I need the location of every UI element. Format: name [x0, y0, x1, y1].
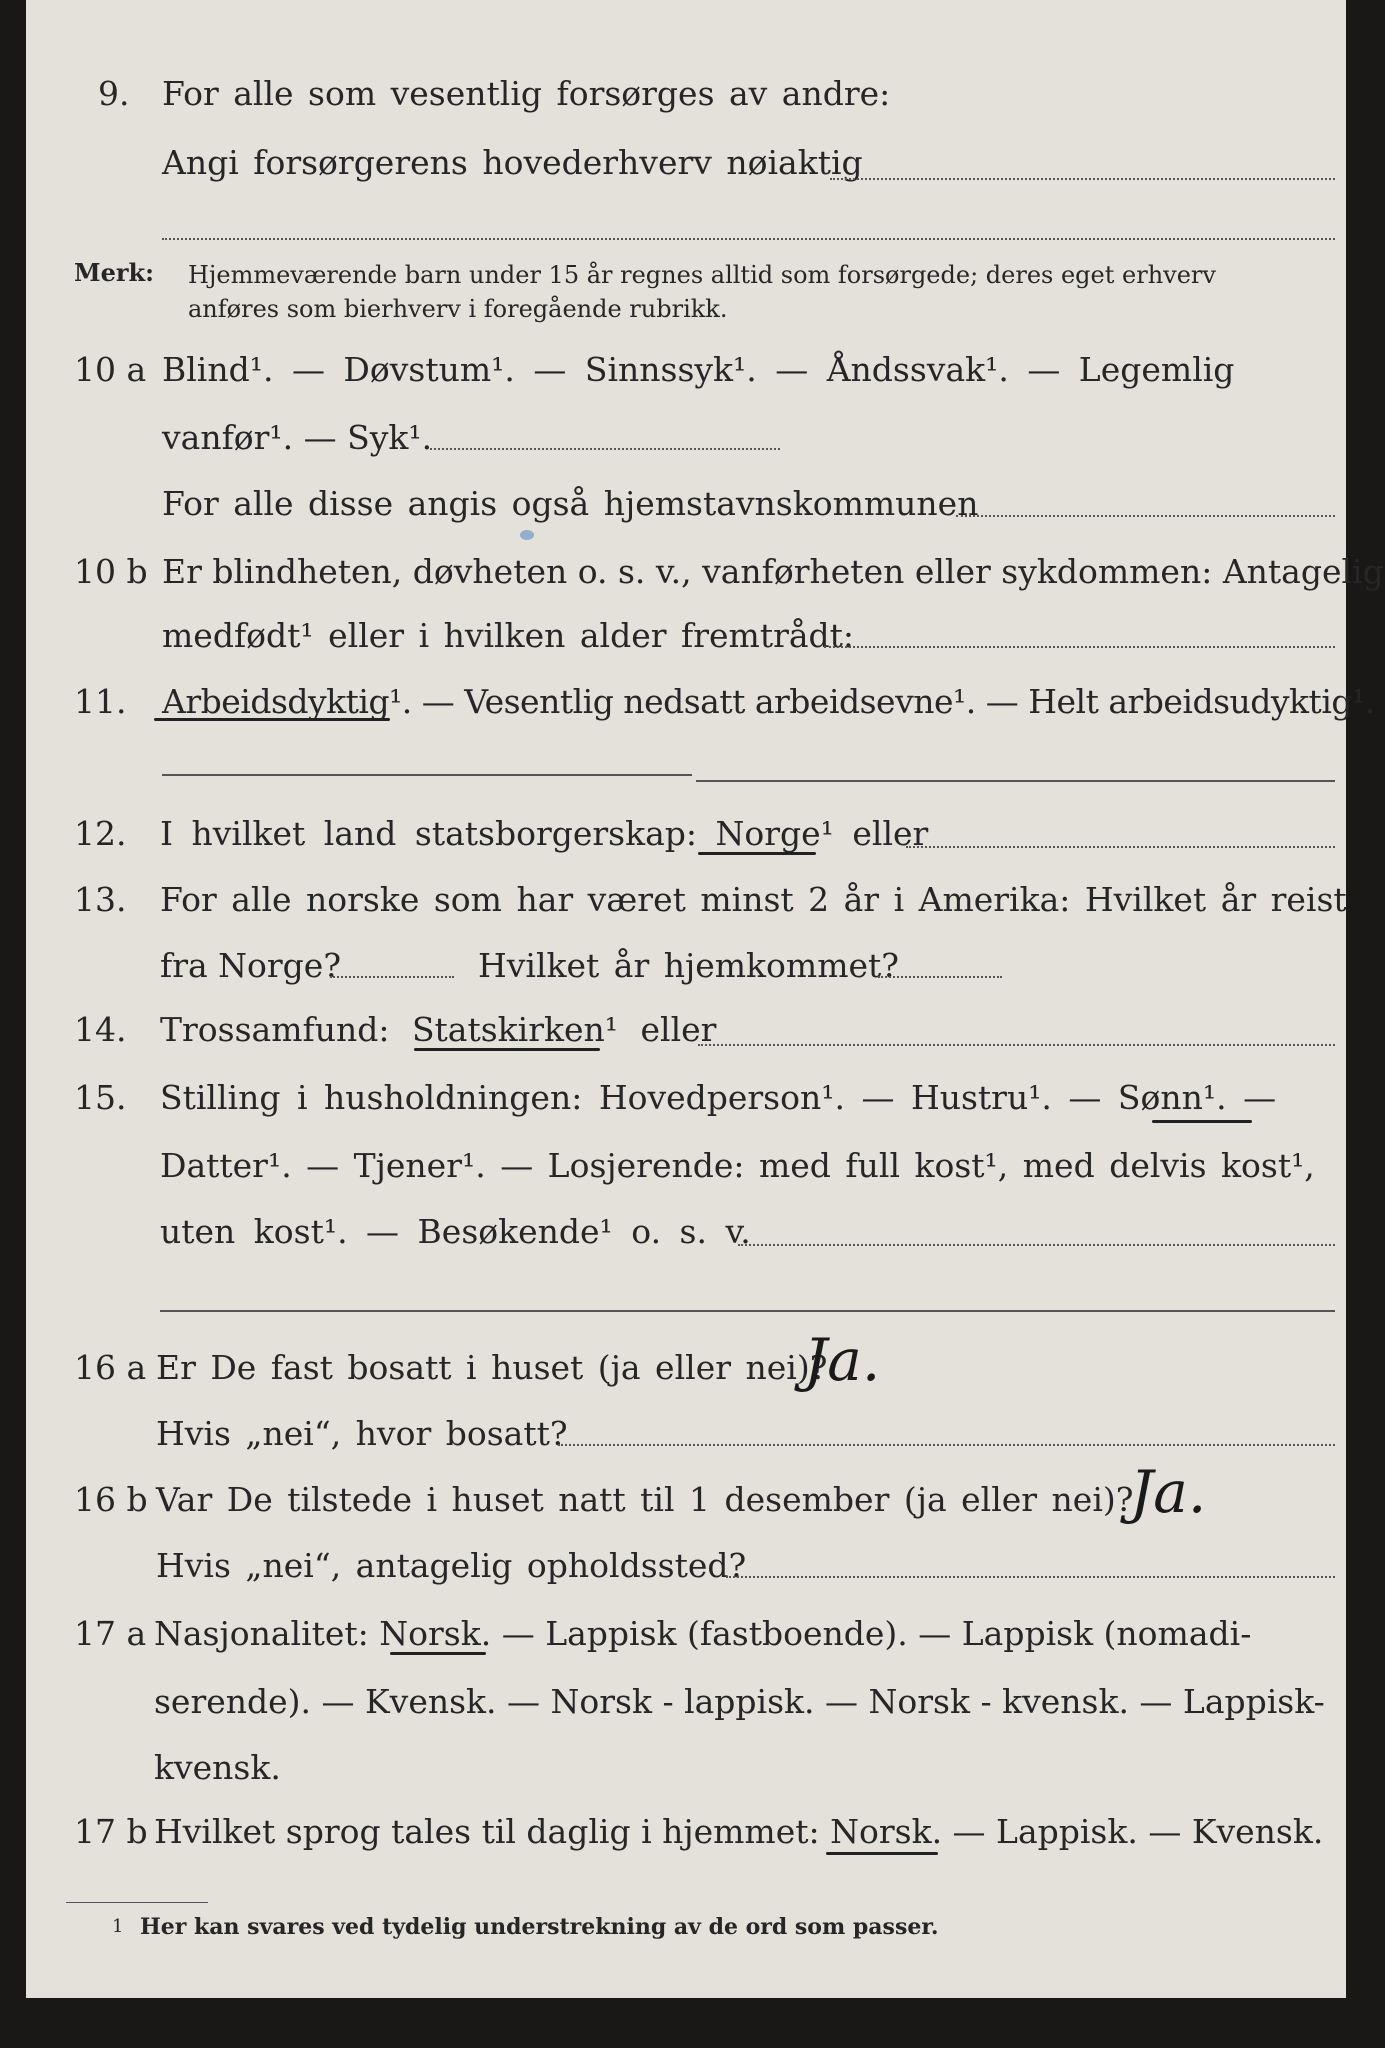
q16a-bosatt-field[interactable] — [558, 1444, 1335, 1446]
q10a-number: 10 a — [74, 350, 147, 389]
q10a-hjemstavn-field[interactable] — [956, 515, 1335, 517]
q13-hjemkommet-field[interactable] — [878, 976, 1002, 978]
footnote-rule — [66, 1902, 208, 1903]
q11-number: 11. — [74, 682, 127, 721]
q10b-answer-field[interactable] — [824, 646, 1335, 648]
q17b-underline-norsk — [826, 1852, 938, 1855]
q16a-line1: Er De fast bosatt i huset (ja eller nei)? — [156, 1348, 828, 1387]
q9-line2: Angi forsørgerens hovederhverv nøiaktig — [162, 143, 863, 182]
q11-answer-rule-2[interactable] — [696, 780, 1335, 782]
q13-line2a: fra Norge? — [160, 946, 342, 985]
footnote-mark: 1 — [112, 1916, 124, 1937]
q9-answer-field[interactable] — [830, 178, 1335, 180]
q17a-line3: kvensk. — [154, 1748, 281, 1787]
q17b-number: 17 b — [74, 1812, 148, 1851]
q10b-number: 10 b — [74, 552, 148, 591]
q16b-line2: Hvis „nei“, antagelig opholdssted? — [156, 1546, 747, 1585]
q17a-line2: serende). — Kvensk. — Norsk - lappisk. — Norsk - kvensk. — Lappisk- — [154, 1682, 1325, 1721]
census-form-page — [26, 0, 1384, 1998]
q17a-line1: Nasjonalitet: Norsk. — Lappisk (fastboende). — Lappisk (nomadi- — [154, 1614, 1252, 1653]
q15-line3: uten kost¹. — Besøkende¹ o. s. v. — [160, 1212, 751, 1251]
q14-answer-field[interactable] — [698, 1044, 1335, 1046]
q12-line1: I hvilket land statsborgerskap: Norge¹ eller — [160, 814, 929, 853]
q9-line1: For alle som vesentlig forsørges av andre: — [162, 74, 891, 113]
q17a-underline-norsk — [390, 1652, 486, 1655]
q16a-handwritten-answer[interactable]: Ja. — [804, 1326, 881, 1394]
q10a-syk-field[interactable] — [430, 448, 780, 450]
q12-underline-norge — [698, 852, 816, 855]
q12-number: 12. — [74, 814, 127, 853]
q10a-line1: Blind¹. — Døvstum¹. — Sinnssyk¹. — Åndssvak¹. — Legemlig — [162, 350, 1235, 389]
q15-line1: Stilling i husholdningen: Hovedperson¹. — Hustru¹. — Sønn¹. — — [160, 1078, 1277, 1117]
q16b-line1: Var De tilstede i huset natt til 1 desember (ja eller nei)? — [156, 1480, 1134, 1519]
q13-number: 13. — [74, 880, 127, 919]
ink-blot — [520, 530, 534, 540]
q13-reist-field[interactable] — [330, 976, 454, 978]
q16b-handwritten-answer[interactable]: Ja. — [1130, 1458, 1207, 1526]
q13-line2b: Hvilket år hjemkommet? — [478, 946, 899, 985]
footnote-text: Her kan svares ved tydelig understrekning av de ord som passer. — [140, 1914, 939, 1940]
q14-line1: Trossamfund: Statskirken¹ eller — [160, 1010, 717, 1049]
q11-answer-rule-1[interactable] — [162, 774, 692, 776]
merk-label: Merk: — [74, 258, 154, 287]
q15-answer-rule[interactable] — [160, 1310, 1335, 1312]
q11-underline-arbeidsdyktig — [154, 718, 390, 721]
q16b-opholdssted-field[interactable] — [726, 1576, 1335, 1578]
q14-number: 14. — [74, 1010, 127, 1049]
q14-underline-statskirken — [414, 1048, 600, 1051]
q13-line1: For alle norske som har været minst 2 år i Amerika: Hvilket år reist — [160, 880, 1347, 919]
q11-line1: Arbeidsdyktig¹. — Vesentlig nedsatt arbeidsevne¹. — Helt arbeidsudyktig¹. — [162, 682, 1375, 721]
q15-underline-sonn — [1152, 1120, 1252, 1123]
q16b-number: 16 b — [74, 1480, 148, 1519]
q10b-line1: Er blindheten, døvheten o. s. v., vanførheten eller sykdommen: Antagelig — [162, 552, 1384, 591]
q10a-line3: For alle disse angis også hjemstavnskommunen — [162, 484, 979, 523]
q9-number: 9. — [98, 74, 130, 113]
q10a-line2: vanfør¹. — Syk¹. — [162, 418, 433, 457]
q17b-line1: Hvilket sprog tales til daglig i hjemmet: Norsk. — Lappisk. — Kvensk. — [154, 1812, 1324, 1851]
q15-line2: Datter¹. — Tjener¹. — Losjerende: med full kost¹, med delvis kost¹, — [160, 1146, 1315, 1185]
q15-number: 15. — [74, 1078, 127, 1117]
q17a-number: 17 a — [74, 1614, 147, 1653]
q16a-line2: Hvis „nei“, hvor bosatt? — [156, 1414, 568, 1453]
merk-line2: anføres som bierhverv i foregående rubrikk. — [188, 295, 728, 323]
q15-answer-field[interactable] — [738, 1244, 1335, 1246]
q9-answer-field-2[interactable] — [162, 238, 1335, 240]
q10b-line2: medfødt¹ eller i hvilken alder fremtrådt: — [162, 616, 855, 655]
q12-answer-field[interactable] — [906, 846, 1335, 848]
merk-line1: Hjemmeværende barn under 15 år regnes alltid som forsørgede; deres eget erhverv — [188, 261, 1216, 289]
q16a-number: 16 a — [74, 1348, 147, 1387]
